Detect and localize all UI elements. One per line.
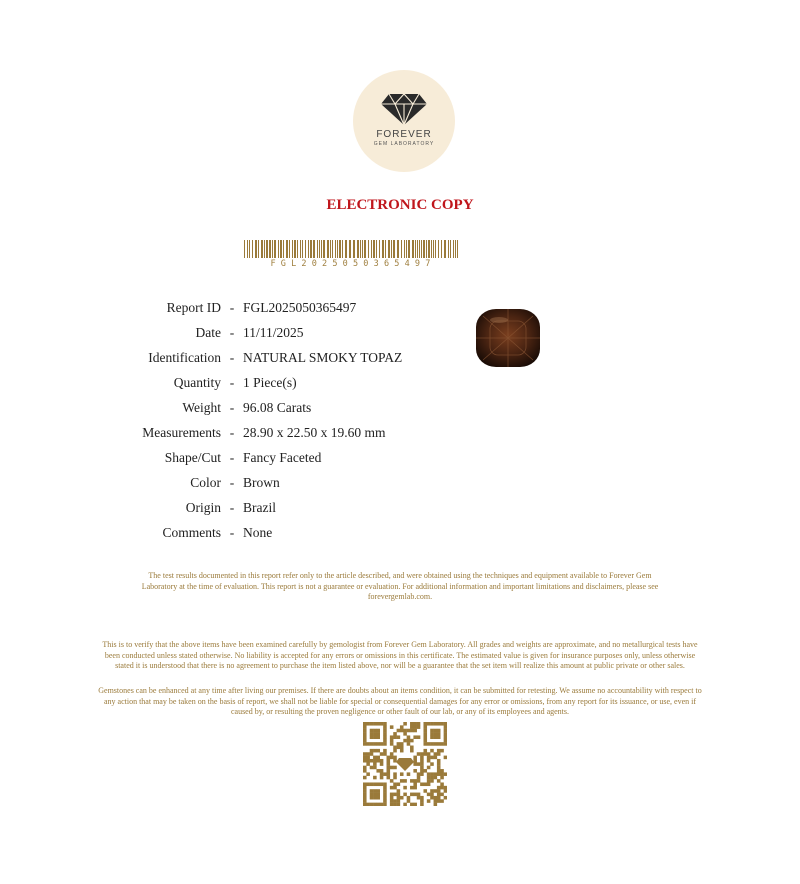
detail-row	[96, 445, 402, 470]
detail-separator: -	[229, 374, 235, 390]
detail-label: Weight	[182, 399, 221, 415]
detail-separator: -	[229, 349, 235, 365]
detail-label: Shape/Cut	[164, 449, 221, 465]
detail-label: Color	[190, 474, 221, 490]
electronic-copy-heading: ELECTRONIC COPY	[326, 197, 474, 213]
liability-paragraph: Gemstones can be enhanced at any time after living our premises. If there are doubts about an items condition, it can be submitted for retesting. We assume no accountability with respect to any action that may be taken on the basis of report, we shall not be liable for special or consequential damages for any error or omissions, from any report for its issuance, or use, even if caused by, or resulting the proven negligence or other fault of our lab, or any of its employees and agents.	[98, 686, 702, 716]
detail-separator: -	[229, 424, 235, 440]
detail-row	[96, 345, 402, 370]
detail-row	[96, 370, 402, 395]
detail-label: Measurements	[142, 424, 221, 440]
detail-separator: -	[229, 499, 235, 515]
detail-row	[96, 470, 402, 495]
detail-label: Report ID	[166, 299, 221, 315]
detail-label: Identification	[148, 349, 221, 365]
detail-row	[96, 420, 402, 445]
diamond-icon	[379, 92, 429, 126]
detail-label: Comments	[162, 524, 221, 540]
detail-value: Brown	[243, 474, 280, 490]
detail-value: FGL2025050365497	[243, 299, 357, 315]
detail-value: 11/11/2025	[243, 324, 304, 340]
detail-value: 1 Piece(s)	[243, 374, 297, 390]
lab-logo	[353, 70, 455, 172]
detail-row	[96, 495, 402, 520]
detail-row	[96, 295, 402, 320]
detail-separator: -	[229, 399, 235, 415]
detail-row	[96, 395, 402, 420]
detail-value: NATURAL SMOKY TOPAZ	[243, 349, 403, 365]
qr-code	[363, 722, 447, 806]
detail-separator: -	[229, 524, 235, 540]
detail-label: Date	[195, 324, 221, 340]
detail-label: Origin	[185, 499, 221, 515]
gemstone-photo	[473, 306, 543, 370]
detail-row	[96, 320, 402, 345]
verification-paragraph: This is to verify that the above items have been examined carefully by gemologist from Forever Gem Laboratory. All grades and weights are approximate, and no metallurgical tests have been conducted unless stated otherwise. No liability is accepted for any errors or omissions in this certificate. The estimated value is given for insurance purposes only, unless otherwise stated it is understood that there is no agreement to purchase the item listed above, nor will be a guarantee that the set item will realize this amount at public private or other sales.	[102, 640, 698, 670]
detail-value: Fancy Faceted	[243, 449, 322, 465]
detail-separator: -	[229, 474, 235, 490]
detail-value: Brazil	[243, 499, 276, 515]
detail-value: 96.08 Carats	[243, 399, 312, 415]
detail-value: 28.90 x 22.50 x 19.60 mm	[243, 424, 386, 440]
detail-separator: -	[229, 324, 235, 340]
disclaimer-paragraph: The test results documented in this report refer only to the article described, and were obtained using the techniques and equipment available to Forever Gem Laboratory at the time of evaluation. This report is not a guarantee or evaluation. For additional information and important limitations and disclaimers, please see forevergemlab.com.	[141, 571, 659, 601]
logo-subtitle: GEM LABORATORY	[373, 141, 435, 147]
detail-separator: -	[229, 299, 235, 315]
barcode	[244, 240, 462, 258]
details-table	[96, 295, 402, 545]
detail-separator: -	[229, 449, 235, 465]
barcode-number: FGL2025050365497	[270, 259, 436, 269]
detail-row	[96, 520, 402, 545]
logo-name: FOREVER	[376, 129, 432, 140]
detail-label: Quantity	[173, 374, 221, 390]
detail-value: None	[243, 524, 273, 540]
